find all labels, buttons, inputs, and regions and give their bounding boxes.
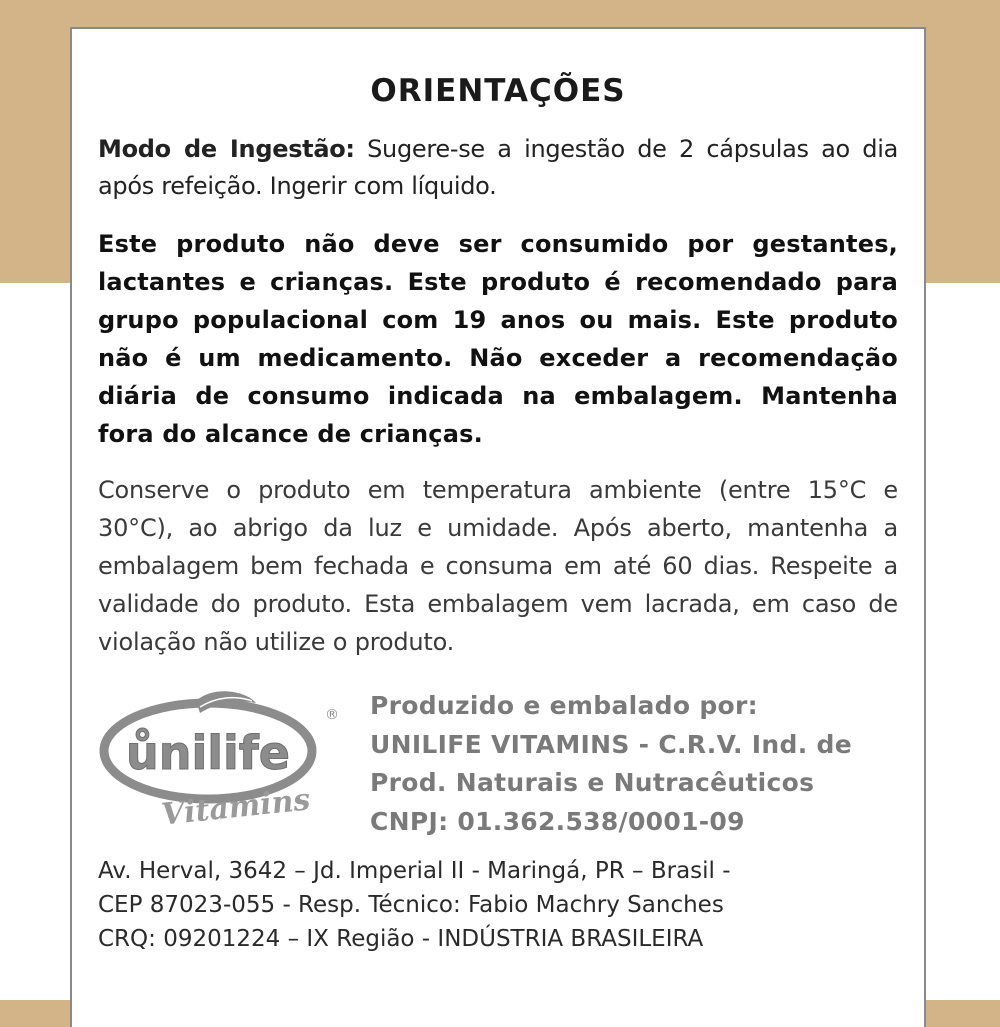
address-line: Av. Herval, 3642 – Jd. Imperial II - Maringá, PR – Brasil - xyxy=(98,858,731,884)
producer-line: Produzido e embalado por: xyxy=(370,691,758,720)
label-panel xyxy=(70,27,926,1027)
producer-line: Prod. Naturais e Nutracêuticos xyxy=(370,768,815,797)
logo-sub: Vitamins xyxy=(159,782,312,833)
address-line: CEP 87023-055 - Resp. Técnico: Fabio Machry Sanches xyxy=(98,892,724,918)
section-title: ORIENTAÇÕES xyxy=(370,73,626,109)
address-line: CRQ: 09201224 – IX Região - INDÚSTRIA BRASILEIRA xyxy=(98,926,704,952)
storage-paragraph: Conserve o produto em temperatura ambiente (entre 15°C e 30°C), ao abrigo da luz e umidade. Após aberto, mantenha a embalagem bem fechada e consuma em até 60 dias. Respeite a validade do produto. Esta embalagem vem lacrada, em caso de violação não utilize o produto. xyxy=(98,476,898,656)
address-block xyxy=(98,854,904,956)
registered-mark: ® xyxy=(325,707,339,723)
producer-block xyxy=(370,687,904,841)
logo-brand: ůnilife xyxy=(125,726,291,780)
unilife-logo xyxy=(96,689,346,839)
ingestion-paragraph xyxy=(98,131,898,205)
ingestion-text: Sugere-se a ingestão de 2 cápsulas ao dia após refeição. Ingerir com líquido. xyxy=(98,135,898,200)
ingestion-lead: Modo de Ingestão: xyxy=(98,135,355,163)
producer-line: UNILIFE VITAMINS - C.R.V. Ind. de xyxy=(370,729,852,759)
warning-paragraph: Este produto não deve ser consumido por gestantes, lactantes e crianças. Este produto é recomendado para grupo populacional com 19 anos ou mais. Este produto não é um medicamento. Não exceder a recomendação diária de consumo indicada na embalagem. Mantenha fora do alcance de crianças. xyxy=(98,230,898,448)
producer-line: CNPJ: 01.362.538/0001-09 xyxy=(370,806,745,836)
